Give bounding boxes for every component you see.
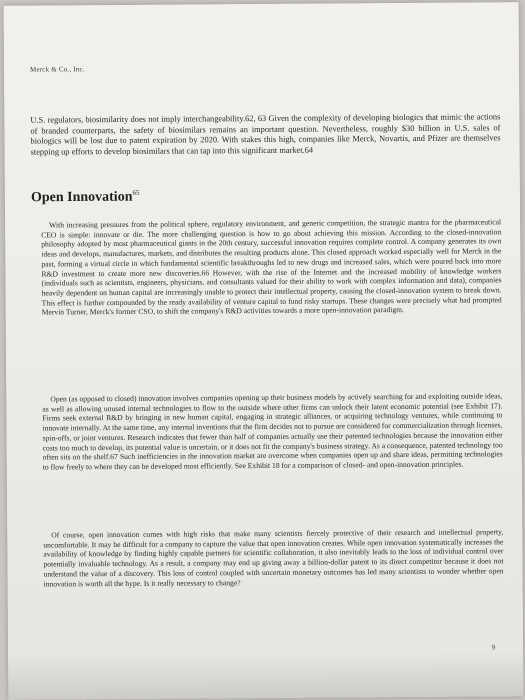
body-paragraph-3: Of course, open innovation comes with high risks that make many scientists fiercely protective of their research and intellectual property, uncomfortable. It may be difficult for a company to capture the value that open innovation creates. While open innovation systematically increases the availability of knowledge by finding highly capable partners for scientific collaboration, it also inevitably leads to the loss of individual control over potentially invaluable technology. As a result, a company may end up giving away a billion-dollar patent to its direct competitor because it does not understand the value of a discovery. This loss of control coupled with uncertain monetary outcomes has led many scientists to wonder whether open innovation is worth all the hype. Is it really necessary to change? — [43, 527, 504, 589]
body-paragraph-1: With increasing pressures from the political sphere, regulatory environment, and generic competition, the strategic mantra for the pharmaceutical CEO is simple: innovate or die. The more challenging question is how to go about achieving this mission. According to the closed-innovation philosophy adopted by most pharmaceutical giants in the 20th century, successful innovation requires complete control. A company generates its own ideas and develops, manufactures, markets, and distributes the resulting products alone. This closed approach worked especially well for Merck in the past, forming a virtual circle in which fundamental scientific breakthroughs led to new drugs and increased sales, which were poured back into more R&D investment to create more new discoveries.66 However, with the rise of the Internet and the increased mobility of knowledge workers (individuals such as scientists, engineers, physicians, and consultants valued for their ability to work with complex information and data), companies heavily dependent on human capital are increasingly unable to protect their intellectual property, causing the closed-innovation system to break down. This effect is further compounded by the ready availability of venture capital to fund risky startups. These changes were precisely what had prompted Mervin Turner, Merck's former CSO, to shift the company's R&D activities towards a more open-innovation paradigm. — [41, 217, 502, 317]
intro-paragraph: U.S. regulators, biosimilarity does not imply interchangeability.62, 63 Given the complexity of developing biologics that mimic the actions of branded counterparts, the safety of biosimilars remains an important question. Nevertheless, roughly $30 billion in U.S. sales of biologics will be lost due to patent expiration by 2020. With stakes this high, companies like Merck, Novartis, and Pfizer are themselves stepping up efforts to develop biosimilars that can tap into this significant market.64 — [30, 112, 501, 157]
section-title-text: Open Innovation — [30, 189, 133, 206]
page-number: 9 — [491, 643, 496, 652]
body-paragraph-2: Open (as opposed to closed) innovation involves companies opening up their business models by actively searching for and exploiting outside ideas, as well as allowing unused internal technologies to flow to the outside where other firms can unlock their latent economic potential (see Exhibit 17). Firms seek external R&D by bringing in new human capital, engaging in strategic alliances, or acquiring technology ventures, while continuing to innovate internally. At the same time, any internal inventions that the firm decides not to pursue are considered for commercialization through licenses, spin-offs, or joint ventures. Research indicates that fewer than half of companies actually use their patented technologies because the innovation either costs too much to develop, its potential value is uncertain, or it does not fit the company's business strategy. As a consequence, patented technology too often sits on the shelf.67 Such inefficiencies in the innovation market are overcome when companies open up and share ideas, permitting technologies to flow freely to where they can be developed most efficiently. See Exhibit 18 for a comparison of closed- and open-innovation principles. — [42, 391, 503, 472]
section-heading — [31, 189, 140, 206]
page-shadow — [8, 651, 523, 700]
running-head: Merck & Co., Inc. — [30, 65, 85, 74]
section-title-footnote: 65 — [132, 188, 140, 197]
document-page — [4, 2, 524, 700]
